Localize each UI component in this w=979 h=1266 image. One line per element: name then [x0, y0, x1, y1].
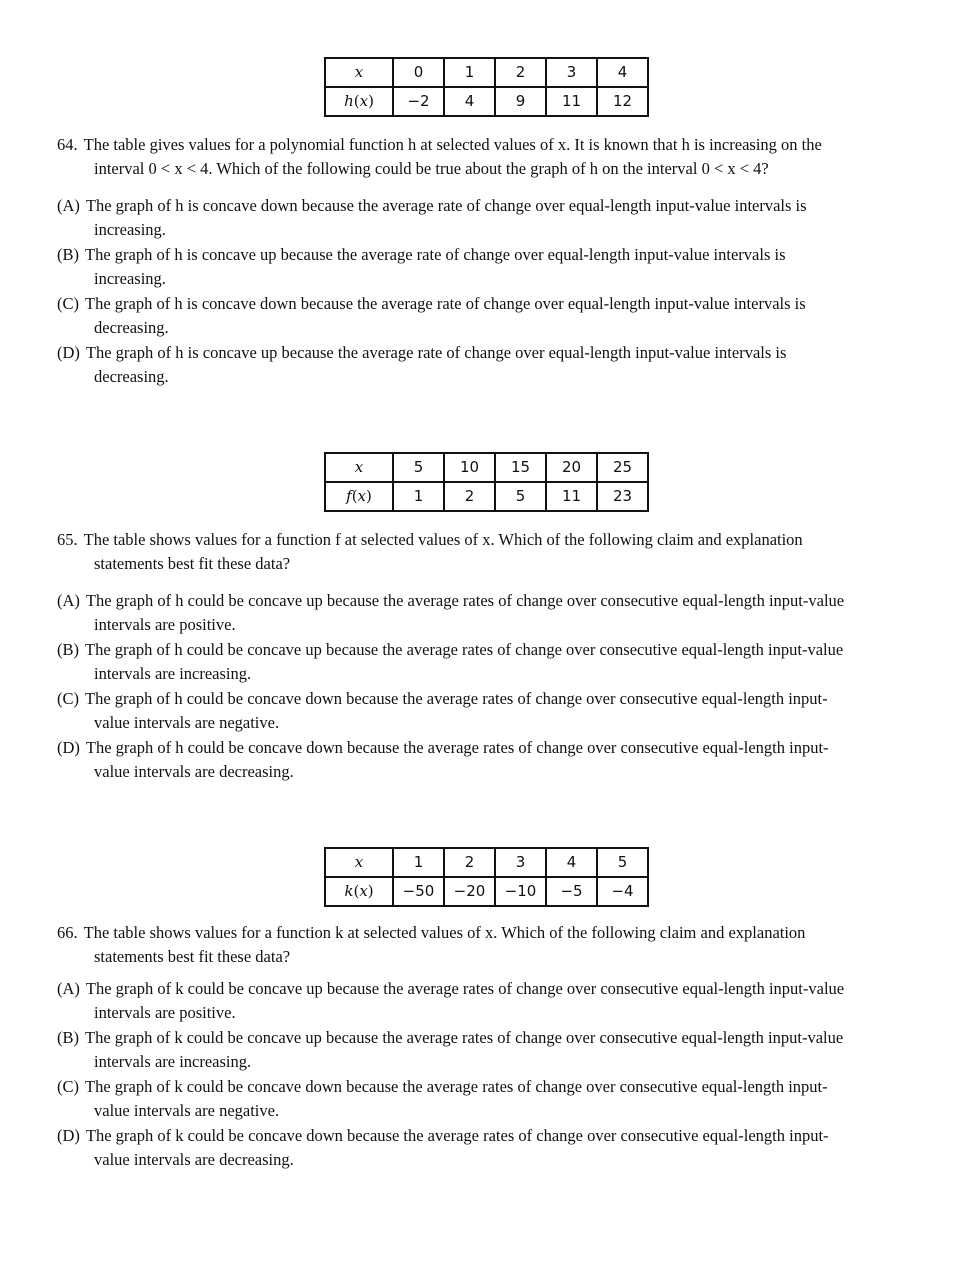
table-row-y: [325, 87, 648, 116]
choice-text-line-2: value intervals are decreasing.: [94, 762, 294, 781]
choice-text-line-2: value intervals are decreasing.: [94, 1150, 294, 1169]
row-label-fn: k(x): [325, 877, 393, 906]
choice-text-line-1: The graph of h could be concave down because the average rates of change over consecutive equal-length input-: [85, 689, 828, 708]
table-row-x: [325, 848, 648, 877]
choice-d[interactable]: [57, 341, 917, 389]
fn-arg: x: [359, 882, 368, 900]
table-cell: 12: [597, 87, 648, 116]
question-stem: [57, 528, 907, 576]
table-cell: 11: [546, 482, 597, 511]
choice-letter: (A): [57, 591, 80, 610]
problem-66: [0, 847, 979, 1169]
table-cell: 3: [546, 58, 597, 87]
choice-b[interactable]: [57, 243, 917, 291]
table-row-x: [325, 453, 648, 482]
table-cell: 2: [495, 58, 546, 87]
stem-line-1: The table gives values for a polynomial function h at selected values of x. It is known that h is increasing on the: [83, 135, 822, 154]
choice-letter: (C): [57, 294, 79, 313]
choice-text-line-1: The graph of h could be concave up because the average rates of change over consecutive equal-length input-value: [85, 640, 844, 659]
table-cell: 23: [597, 482, 648, 511]
table-cell: 2: [444, 482, 495, 511]
choice-text-line-2: decreasing.: [94, 318, 169, 337]
question-number: 64.: [57, 135, 78, 154]
stem-line-1: The table shows values for a function f at selected values of x. Which of the following claim and explanation: [83, 530, 803, 549]
table-cell: −4: [597, 877, 648, 906]
choice-a[interactable]: [57, 589, 917, 637]
choice-letter: (C): [57, 1077, 79, 1096]
choice-a[interactable]: [57, 977, 917, 1025]
table-cell: 15: [495, 453, 546, 482]
choice-text-line-1: The graph of h is concave down because the average rate of change over equal-length input-value intervals is: [85, 196, 807, 215]
choice-text-line-2: intervals are increasing.: [94, 1052, 252, 1071]
table-cell: −2: [393, 87, 444, 116]
values-table-h: [324, 57, 649, 117]
choice-text-line-1: The graph of h could be concave up because the average rates of change over consecutive equal-length input-value: [85, 591, 845, 610]
values-table-k: [324, 847, 649, 907]
choice-text-line-2: decreasing.: [94, 367, 169, 386]
problem-65: [0, 452, 979, 781]
table-cell: −20: [444, 877, 495, 906]
table-row-y: [325, 482, 648, 511]
choice-d[interactable]: [57, 1124, 917, 1172]
choice-text-line-1: The graph of k could be concave down because the average rates of change over consecutive equal-length input-: [85, 1077, 828, 1096]
answer-choices: [57, 589, 917, 785]
choice-c[interactable]: [57, 687, 917, 735]
choice-b[interactable]: [57, 638, 917, 686]
choice-d[interactable]: [57, 736, 917, 784]
question-stem: [57, 921, 907, 969]
choice-letter: (D): [57, 1126, 80, 1145]
choice-text-line-1: The graph of k could be concave up because the average rates of change over consecutive equal-length input-value: [85, 1028, 844, 1047]
choice-letter: (B): [57, 640, 79, 659]
choice-letter: (B): [57, 1028, 79, 1047]
table-row-y: [325, 877, 648, 906]
choice-text-line-1: The graph of h could be concave down because the average rates of change over consecutive equal-length input-: [85, 738, 829, 757]
choice-letter: (A): [57, 196, 80, 215]
stem-line-2: statements best fit these data?: [94, 554, 291, 573]
choice-text-line-2: increasing.: [94, 220, 166, 239]
choice-letter: (D): [57, 343, 80, 362]
table-cell: 5: [393, 453, 444, 482]
problem-64: [0, 57, 979, 386]
choice-letter: (A): [57, 979, 80, 998]
choice-text-line-2: intervals are increasing.: [94, 664, 252, 683]
stem-line-2: interval 0 < x < 4. Which of the following could be true about the graph of h on the interval 0 < x < 4?: [94, 159, 769, 178]
choice-b[interactable]: [57, 1026, 917, 1074]
choice-text-line-1: The graph of k could be concave up because the average rates of change over consecutive equal-length input-value: [85, 979, 845, 998]
table-cell: 4: [444, 87, 495, 116]
choice-text-line-2: intervals are positive.: [94, 1003, 236, 1022]
row-label-fn: f(x): [325, 482, 393, 511]
choice-letter: (B): [57, 245, 79, 264]
table-cell: 1: [393, 482, 444, 511]
table-cell: 4: [546, 848, 597, 877]
table-cell: 2: [444, 848, 495, 877]
table-cell: 11: [546, 87, 597, 116]
choice-letter: (D): [57, 738, 80, 757]
table-cell: 3: [495, 848, 546, 877]
table-cell: 25: [597, 453, 648, 482]
choice-text-line-1: The graph of k could be concave down because the average rates of change over consecutive equal-length input-: [85, 1126, 829, 1145]
question-number: 66.: [57, 923, 78, 942]
fn-name: k: [344, 882, 354, 900]
row-label-x: x: [325, 848, 393, 877]
fn-arg: x: [357, 487, 367, 505]
fn-name: f: [346, 487, 352, 505]
row-label-fn: h(x): [325, 87, 393, 116]
row-label-x: x: [325, 58, 393, 87]
table-cell: −50: [393, 877, 444, 906]
table-cell: 10: [444, 453, 495, 482]
stem-line-1: The table shows values for a function k at selected values of x. Which of the following claim and explanation: [83, 923, 806, 942]
choice-text-line-1: The graph of h is concave down because the average rate of change over equal-length input-value intervals is: [85, 294, 806, 313]
table-cell: 0: [393, 58, 444, 87]
table-cell: 1: [393, 848, 444, 877]
question-number: 65.: [57, 530, 78, 549]
table-row-x: [325, 58, 648, 87]
choice-text-line-2: intervals are positive.: [94, 615, 236, 634]
row-label-x: x: [325, 453, 393, 482]
table-cell: 5: [597, 848, 648, 877]
choice-text-line-1: The graph of h is concave up because the average rate of change over equal-length input-value intervals is: [85, 245, 786, 264]
values-table-f: [324, 452, 649, 512]
choice-text-line-1: The graph of h is concave up because the average rate of change over equal-length input-value intervals is: [85, 343, 787, 362]
table-cell: 20: [546, 453, 597, 482]
choice-a[interactable]: [57, 194, 917, 242]
table-cell: −10: [495, 877, 546, 906]
choice-c[interactable]: [57, 1075, 917, 1123]
table-cell: 9: [495, 87, 546, 116]
choice-text-line-2: value intervals are negative.: [94, 713, 280, 732]
stem-line-2: statements best fit these data?: [94, 947, 291, 966]
answer-choices: [57, 194, 917, 390]
answer-choices: [57, 977, 917, 1173]
choice-text-line-2: value intervals are negative.: [94, 1101, 280, 1120]
question-stem: [57, 133, 907, 181]
fn-arg: x: [359, 92, 369, 110]
table-cell: −5: [546, 877, 597, 906]
table-cell: 5: [495, 482, 546, 511]
table-cell: 4: [597, 58, 648, 87]
fn-name: h: [344, 92, 354, 110]
choice-letter: (C): [57, 689, 79, 708]
choice-text-line-2: increasing.: [94, 269, 166, 288]
choice-c[interactable]: [57, 292, 917, 340]
table-cell: 1: [444, 58, 495, 87]
